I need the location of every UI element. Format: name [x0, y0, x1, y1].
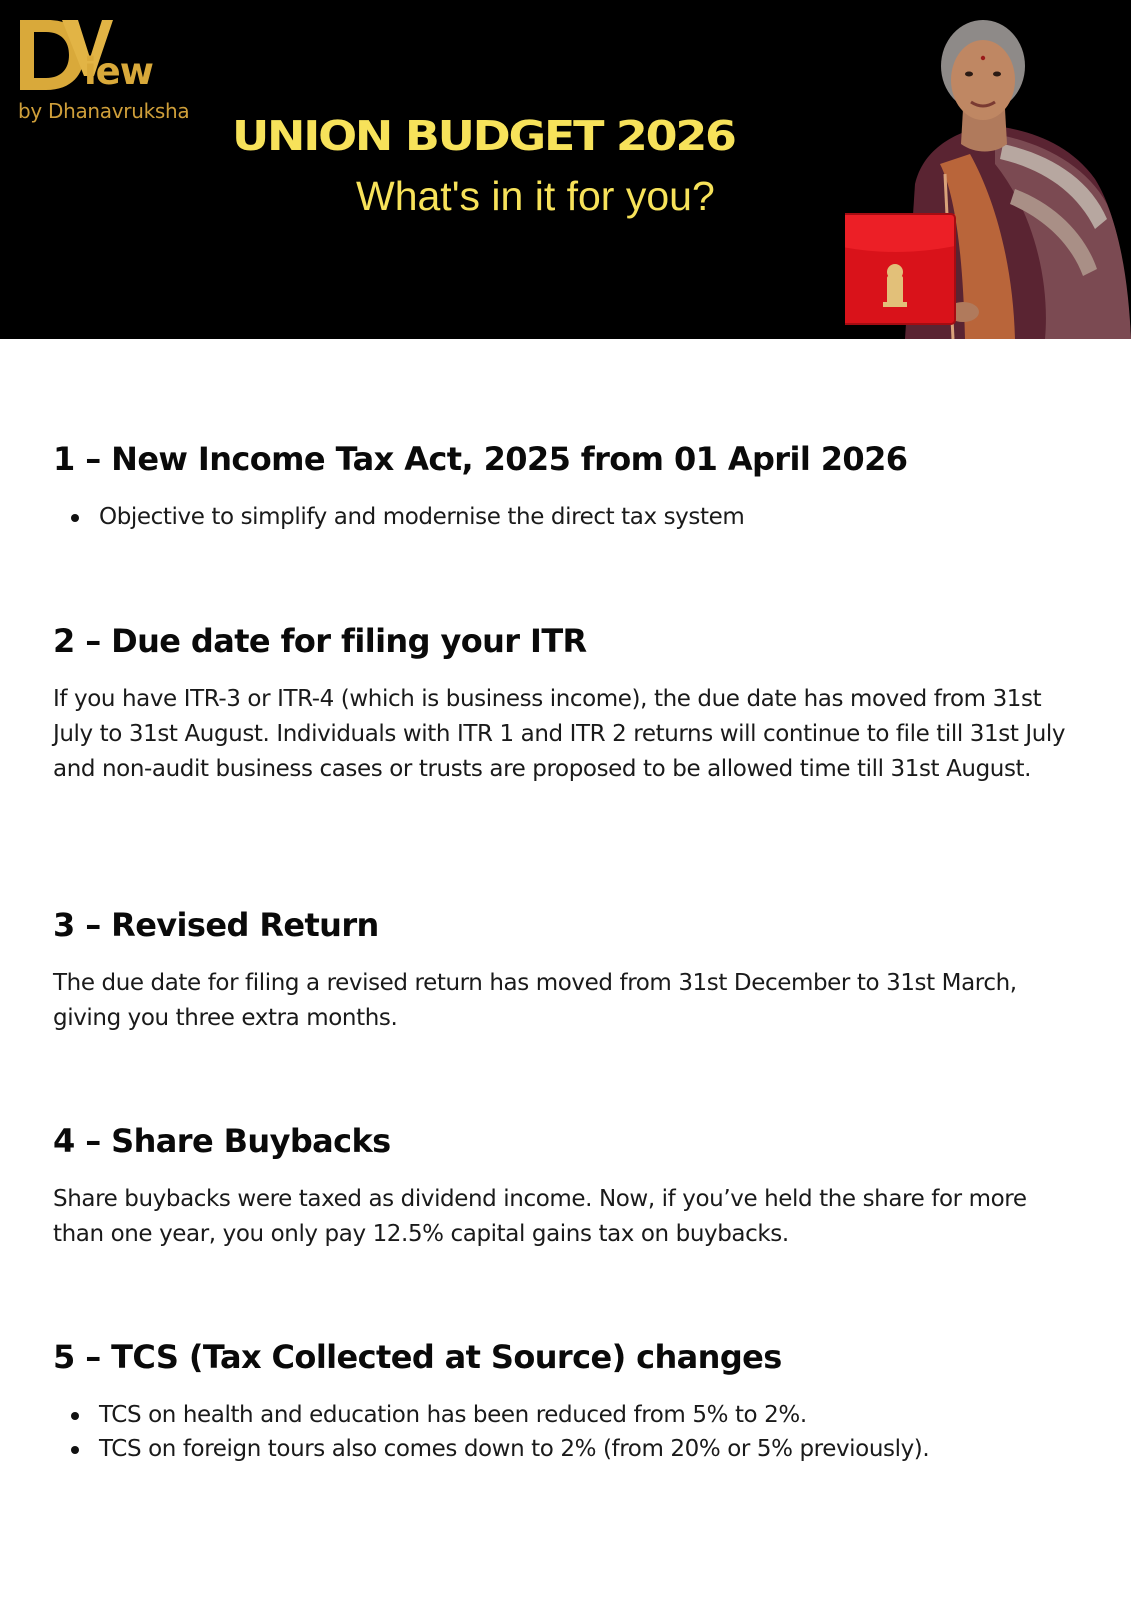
banner-subtitle: What's in it for you?: [356, 173, 715, 219]
list-item-text: Objective to simplify and modernise the direct tax system: [99, 504, 745, 530]
bullet-list: [53, 500, 1073, 534]
list-item-text: TCS on foreign tours also comes down to 2% (from 20% or 5% previously).: [99, 1436, 930, 1462]
section-4: [53, 1122, 1073, 1252]
section-paragraph: The due date for filing a revised return has moved from 31st December to 31st March, giving you three extra months.: [53, 970, 1017, 1031]
list-item: [53, 500, 1073, 534]
section-heading: 2 – Due date for filing your ITR: [53, 622, 587, 660]
section-heading: 5 – TCS (Tax Collected at Source) changes: [53, 1338, 782, 1376]
section-paragraph: If you have ITR-3 or ITR-4 (which is business income), the due date has moved from 31st July to 31st August. Individuals with ITR 1 and ITR 2 returns will continue to file till 31st July and non-audit business cases or trusts are proposed to be allowed time till 31st August.: [53, 686, 1066, 782]
bullet-dot-icon: [71, 1412, 79, 1420]
section-3: [53, 906, 1073, 1036]
section-5: [53, 1338, 1073, 1466]
list-item-text: TCS on health and education has been reduced from 5% to 2%.: [99, 1402, 807, 1428]
bullet-dot-icon: [71, 514, 79, 522]
section-heading: 4 – Share Buybacks: [53, 1122, 391, 1160]
section-heading: 1 – New Income Tax Act, 2025 from 01 April 2026: [53, 440, 908, 478]
banner-title: UNION BUDGET 2026: [232, 112, 735, 160]
section-2: [53, 622, 1073, 787]
header-banner: [0, 0, 1131, 339]
list-item: [53, 1432, 1073, 1466]
list-item: [53, 1398, 1073, 1432]
bullet-list: [53, 1398, 1073, 1466]
logo-wordmark: iew: [84, 50, 153, 93]
section-heading: 3 – Revised Return: [53, 906, 379, 944]
section-1: [53, 440, 1073, 534]
logo-tagline: by Dhanavruksha: [18, 99, 190, 123]
finance-minister-portrait: [845, 14, 1131, 339]
dview-logo: [18, 16, 190, 131]
section-paragraph: Share buybacks were taxed as dividend income. Now, if you’ve held the share for more than one year, you only pay 12.5% capital gains tax on buybacks.: [53, 1186, 1027, 1247]
bullet-dot-icon: [71, 1446, 79, 1454]
